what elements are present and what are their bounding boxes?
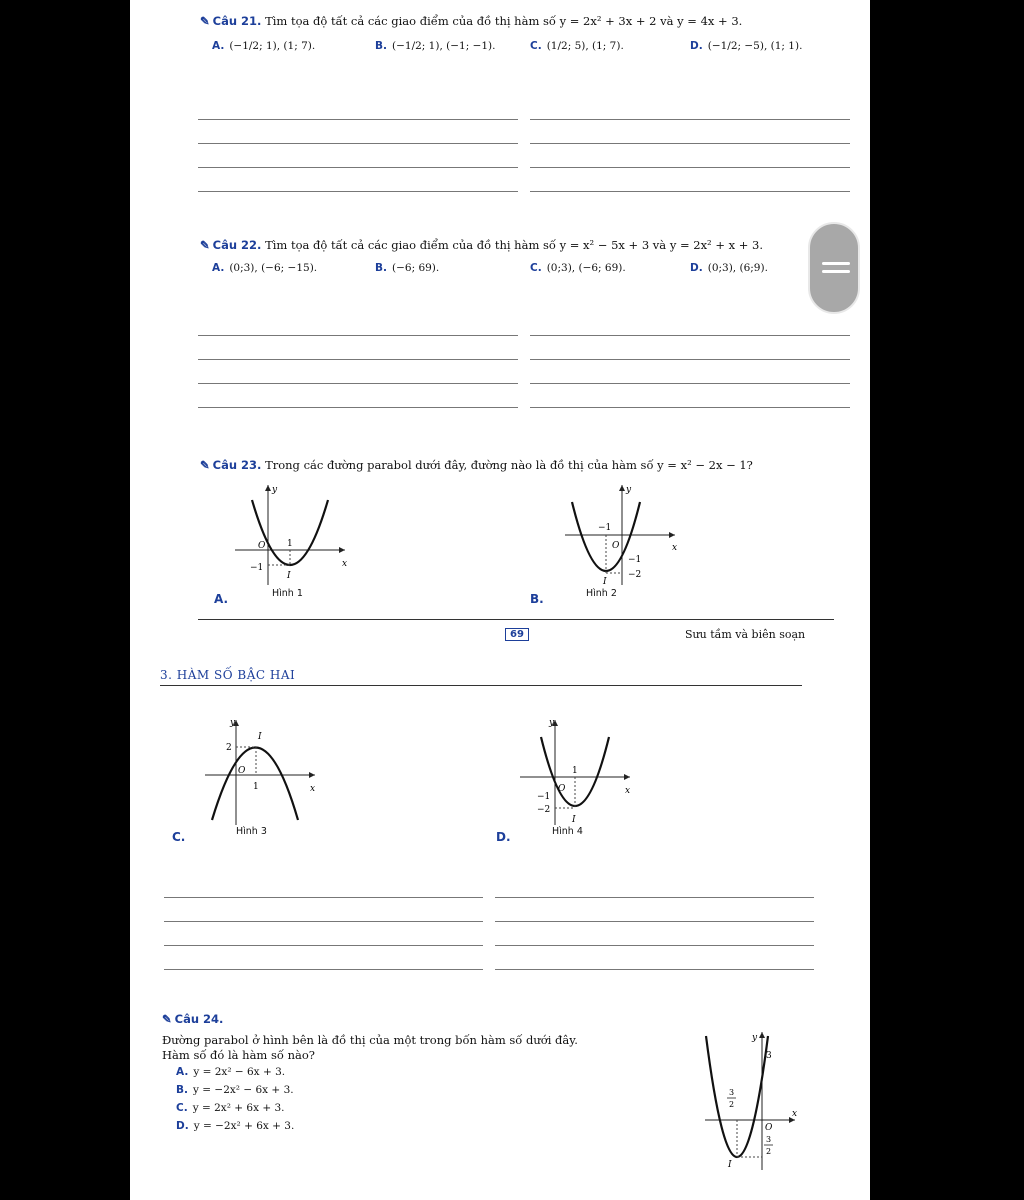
tick-label: −2 (628, 570, 642, 580)
q21-option-d[interactable]: D. (−1/2; −5), (1; 1). (690, 40, 803, 52)
pencil-icon: ✎ (162, 1012, 172, 1026)
q24-option-a[interactable]: A. y = 2x² − 6x + 3. (176, 1066, 286, 1078)
page-number: 69 (505, 628, 529, 641)
q24-option-d[interactable]: D. y = −2x² + 6x + 3. (176, 1120, 295, 1132)
origin-label: O (765, 1123, 773, 1133)
tick-label: 3 (729, 1088, 735, 1097)
tick-label: 2 (766, 1147, 772, 1156)
q22-answer-lines (198, 312, 850, 408)
pencil-icon: ✎ (200, 238, 210, 252)
section-title: 3. HÀM SỐ BẬC HAI (160, 668, 296, 682)
vertex-label: I (728, 1160, 732, 1170)
q23-choice-c[interactable]: C. (172, 830, 186, 844)
section-rule (160, 685, 802, 686)
origin-label: O (558, 784, 566, 794)
q22-option-b[interactable]: B. (−6; 69). (375, 262, 440, 274)
x-axis-label: x (310, 784, 316, 794)
q21-option-b[interactable]: B. (−1/2; 1), (−1; −1). (375, 40, 496, 52)
question-21-text: Tìm tọa độ tất cả các giao điểm của đồ thị hàm số y = 2x² + 3x + 2 và y = 4x + 3. (265, 14, 743, 28)
worksheet-page (130, 0, 870, 1200)
figure-3-caption: Hình 3 (236, 826, 267, 837)
q23-choice-d[interactable]: D. (496, 830, 511, 844)
q22-option-a[interactable]: A. (0;3), (−6; −15). (212, 262, 318, 274)
tick-label: 1 (287, 539, 293, 549)
tick-label: −2 (537, 805, 551, 815)
q23-choice-b[interactable]: B. (530, 592, 544, 606)
q24-option-b[interactable]: B. y = −2x² − 6x + 3. (176, 1084, 294, 1096)
tick-label: 2 (729, 1100, 735, 1109)
question-24 (162, 1012, 223, 1026)
x-axis-label: x (625, 786, 631, 796)
y-axis-label: y (230, 718, 236, 728)
q21-option-a[interactable]: A. (−1/2; 1), (1; 7). (212, 40, 316, 52)
q22-option-d[interactable]: D. (0;3), (6;9). (690, 262, 768, 274)
vertex-label: I (258, 732, 262, 742)
figure-1-graph (230, 480, 350, 590)
q23-answer-lines (164, 874, 814, 970)
question-23-label: Câu 23. (212, 458, 262, 472)
pencil-icon: ✎ (200, 458, 210, 472)
question-24-line2: Hàm số đó là hàm số nào? (162, 1048, 315, 1062)
y-axis-label: y (752, 1033, 758, 1043)
vertex-label: I (603, 577, 607, 587)
question-22-label: Câu 22. (212, 238, 262, 252)
q21-option-c[interactable]: C. (1/2; 5), (1; 7). (530, 40, 624, 52)
q23-choice-a[interactable]: A. (214, 592, 229, 606)
origin-label: O (258, 541, 266, 551)
tick-label: −1 (598, 523, 612, 533)
tick-label: −1 (537, 792, 551, 802)
tick-label: −1 (250, 563, 264, 573)
question-21 (200, 14, 742, 28)
pencil-icon: ✎ (200, 14, 210, 28)
question-24-line1: Đường parabol ở hình bên là đồ thị của một trong bốn hàm số dưới đây. (162, 1033, 578, 1047)
tick-label: −1 (628, 555, 642, 565)
question-23 (200, 458, 753, 472)
question-23-text: Trong các đường parabol dưới đây, đường nào là đồ thị của hàm số y = x² − 2x − 1? (265, 458, 753, 472)
tick-label: 2 (226, 743, 232, 753)
x-axis-label: x (792, 1109, 798, 1119)
figure-4-caption: Hình 4 (552, 826, 583, 837)
footer-rule (198, 619, 834, 620)
figure-2-graph (560, 480, 680, 590)
x-axis-label: x (342, 559, 348, 569)
footer-credit: Sưu tầm và biên soạn (685, 628, 806, 641)
origin-label: O (238, 766, 246, 776)
y-axis-label: y (549, 718, 555, 728)
tick-label: 3 (766, 1135, 772, 1144)
figure-4-graph (515, 715, 635, 830)
figure-1-caption: Hình 1 (272, 588, 303, 599)
q24-option-c[interactable]: C. y = 2x² + 6x + 3. (176, 1102, 285, 1114)
question-21-label: Câu 21. (212, 14, 262, 28)
vertex-label: I (287, 571, 291, 581)
tick-label: 1 (253, 782, 259, 792)
question-22-text: Tìm tọa độ tất cả các giao điểm của đồ thị hàm số y = x² − 5x + 3 và y = 2x² + x + 3. (265, 238, 764, 252)
y-axis-label: y (272, 485, 278, 495)
question-24-graph (700, 1028, 800, 1173)
tick-label: 3 (766, 1051, 772, 1061)
x-axis-label: x (672, 543, 678, 553)
q21-answer-lines (198, 96, 850, 192)
tick-label: 1 (572, 766, 578, 776)
q22-option-c[interactable]: C. (0;3), (−6; 69). (530, 262, 626, 274)
y-axis-label: y (626, 485, 632, 495)
question-22 (200, 238, 763, 252)
figure-3-graph (200, 715, 320, 830)
vertex-label: I (572, 815, 576, 825)
origin-label: O (612, 541, 620, 551)
figure-2-caption: Hình 2 (586, 588, 617, 599)
scroll-handle-icon[interactable] (808, 222, 860, 314)
question-24-label: Câu 24. (174, 1012, 224, 1026)
